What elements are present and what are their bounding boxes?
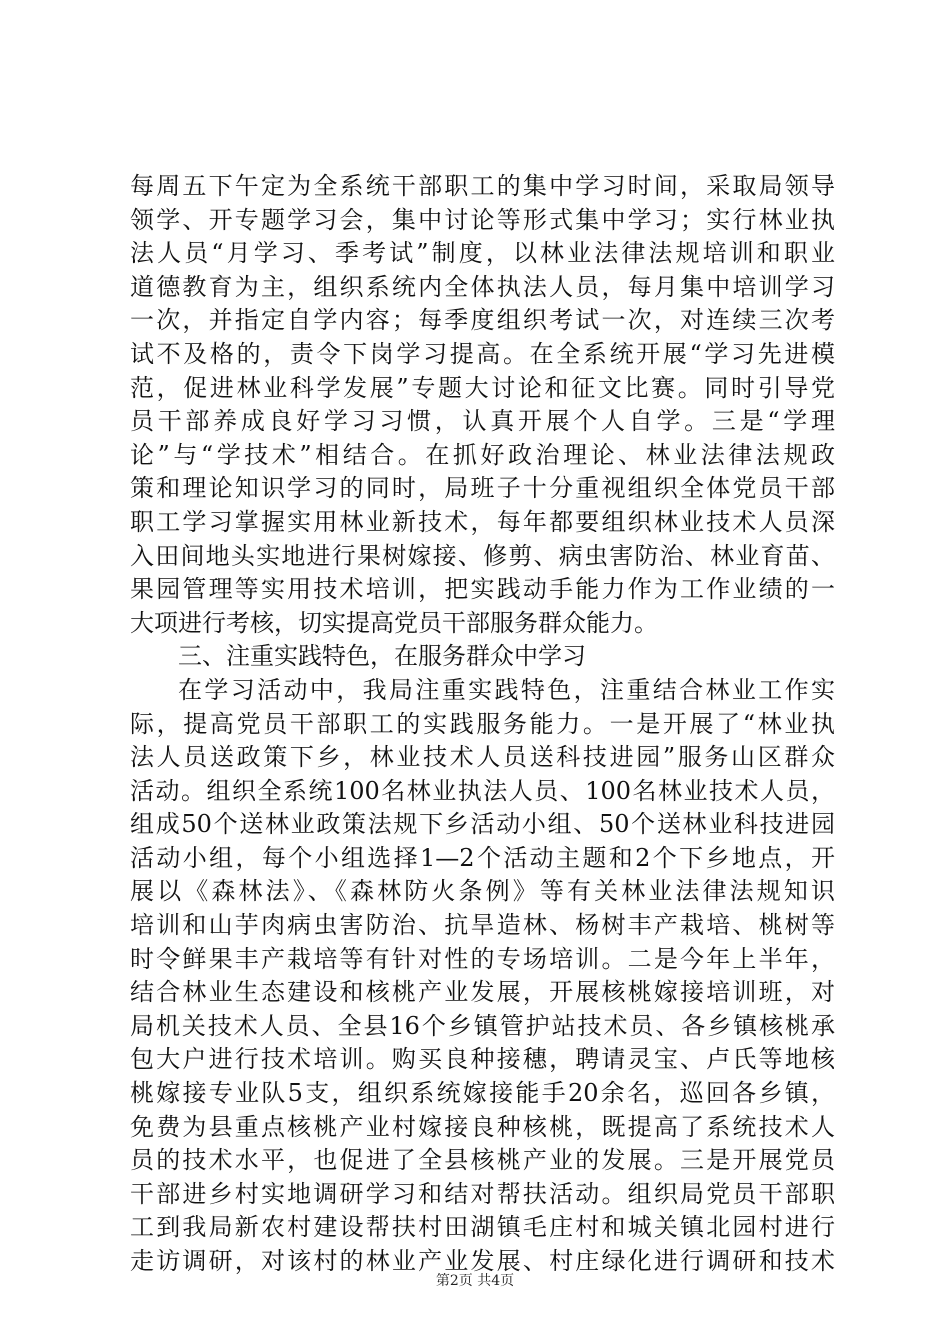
text-line: 展以《森林法》、《森林防火条例》等有关林业法律法规知识 bbox=[130, 877, 835, 906]
page-footer bbox=[0, 1272, 950, 1290]
text-line: 职工学习掌握实用林业新技术，每年都要组织林业技术人员深 bbox=[130, 507, 835, 536]
text-line: 局机关技术人员、全县16个乡镇管护站技术员、各乡镇核桃承 bbox=[130, 1011, 835, 1040]
text-line: 在学习活动中，我局注重实践特色，注重结合林业工作实 bbox=[178, 675, 835, 704]
text-line: 一次，并指定自学内容；每季度组织考试一次，对连续三次考 bbox=[130, 306, 835, 335]
text-line: 领学、开专题学习会，集中讨论等形式集中学习；实行林业执 bbox=[130, 205, 835, 234]
text-line: 论”与“学技术”相结合。在抓好政治理论、林业法律法规政 bbox=[130, 440, 835, 469]
text-line: 法人员送政策下乡，林业技术人员送科技进园”服务山区群众 bbox=[130, 743, 835, 772]
text-line: 员干部养成良好学习习惯，认真开展个人自学。三是“学理 bbox=[130, 407, 835, 436]
text-line: 员的技术水平，也促进了全县核桃产业的发展。三是开展党员 bbox=[130, 1146, 835, 1175]
text-line: 道德教育为主，组织系统内全体执法人员，每月集中培训学习 bbox=[130, 272, 835, 301]
page-number: 第2页 共4页 bbox=[435, 1273, 515, 1289]
text-line: 活动小组，每个小组选择1—2个活动主题和2个下乡地点，开 bbox=[130, 843, 835, 872]
text-line: 大项进行考核，切实提高党员干部服务群众能力。 bbox=[130, 608, 658, 637]
text-line: 活动。组织全系统100名林业执法人员、100名林业技术人员， bbox=[130, 776, 835, 805]
body-text bbox=[130, 170, 835, 1279]
text-line: 免费为县重点核桃产业村嫁接良种核桃，既提高了系统技术人 bbox=[130, 1112, 835, 1141]
text-line: 结合林业生态建设和核桃产业发展，开展核桃嫁接培训班，对 bbox=[130, 978, 835, 1007]
section-heading: 三、注重实践特色，在服务群众中学习 bbox=[178, 642, 586, 671]
text-line: 工到我局新农村建设帮扶村田湖镇毛庄村和城关镇北园村进行 bbox=[130, 1213, 835, 1242]
text-line: 组成50个送林业政策法规下乡活动小组、50个送林业科技进园 bbox=[130, 810, 835, 839]
text-line: 法人员“月学习、季考试”制度，以林业法律法规培训和职业 bbox=[130, 239, 835, 268]
text-line: 入田间地头实地进行果树嫁接、修剪、病虫害防治、林业育苗、 bbox=[130, 541, 835, 570]
text-line: 际，提高党员干部职工的实践服务能力。一是开展了“林业执 bbox=[130, 709, 835, 738]
text-line: 包大户进行技术培训。购买良种接穗，聘请灵宝、卢氏等地核 bbox=[130, 1045, 835, 1074]
text-line: 培训和山芋肉病虫害防治、抗旱造林、杨树丰产栽培、桃树等 bbox=[130, 911, 835, 940]
text-line: 策和理论知识学习的同时，局班子十分重视组织全体党员干部 bbox=[130, 474, 835, 503]
text-line: 干部进乡村实地调研学习和结对帮扶活动。组织局党员干部职 bbox=[130, 1179, 835, 1208]
text-line: 每周五下午定为全系统干部职工的集中学习时间，采取局领导 bbox=[130, 172, 835, 200]
text-line: 桃嫁接专业队5支，组织系统嫁接能手20余名，巡回各乡镇， bbox=[130, 1079, 835, 1108]
text-line: 走访调研，对该村的林业产业发展、村庄绿化进行调研和技术 bbox=[130, 1247, 835, 1275]
text-line: 果园管理等实用技术培训，把实践动手能力作为工作业绩的一 bbox=[130, 575, 835, 604]
text-line: 范，促进林业科学发展”专题大讨论和征文比赛。同时引导党 bbox=[130, 373, 835, 402]
text-line: 试不及格的，责令下岗学习提高。在全系统开展“学习先进模 bbox=[130, 339, 835, 368]
text-line: 时令鲜果丰产栽培等有针对性的专场培训。二是今年上半年， bbox=[130, 944, 835, 973]
